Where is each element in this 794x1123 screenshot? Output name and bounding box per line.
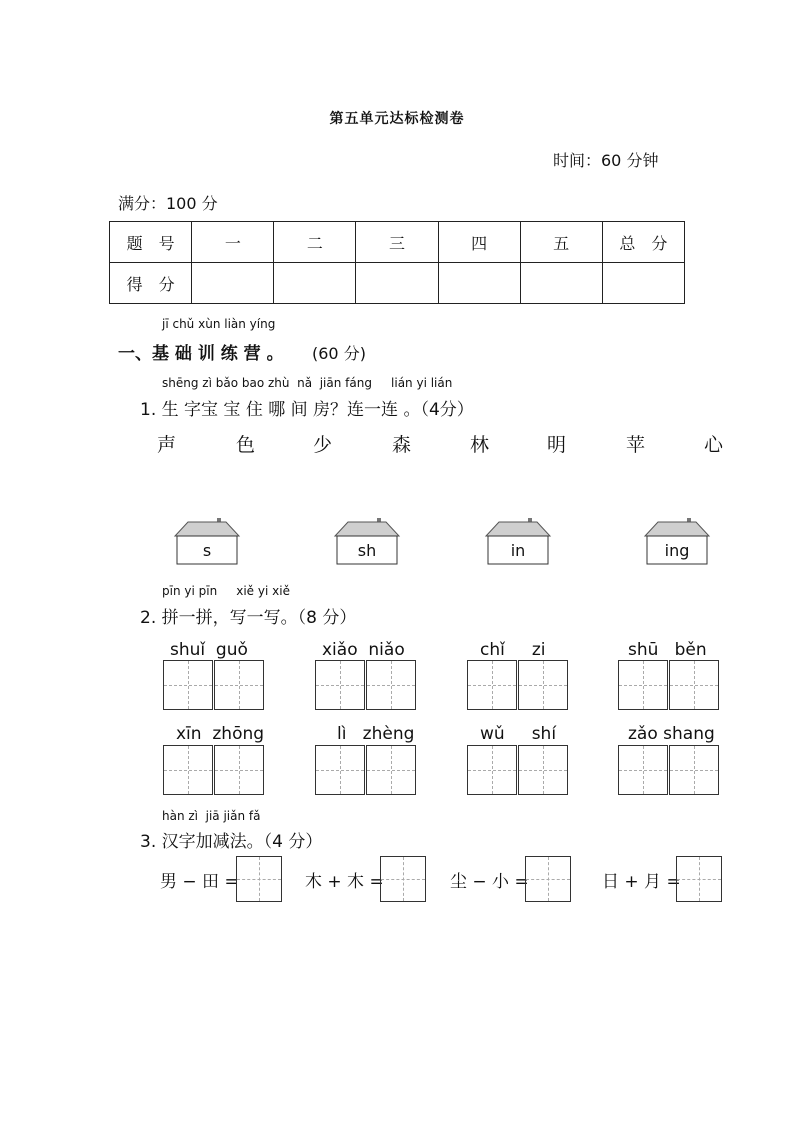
score-cell[interactable] [602, 263, 684, 304]
q3-equation: 尘 − 小 = [450, 872, 529, 892]
writing-box[interactable] [518, 745, 568, 795]
score-header-cell: 二 [274, 222, 356, 263]
q1-character: 明 [547, 434, 567, 456]
q1-character: 心 [704, 434, 724, 456]
full-score: 满分：100 分 [118, 194, 218, 213]
house-label: s [202, 541, 212, 560]
writing-box[interactable] [618, 660, 668, 710]
score-header-cell: 题 号 [110, 222, 192, 263]
writing-grid[interactable] [315, 660, 419, 712]
time-limit: 时间：60 分钟 [553, 151, 659, 170]
score-cell[interactable] [192, 263, 274, 304]
answer-box[interactable] [525, 856, 571, 902]
writing-box[interactable] [669, 745, 719, 795]
house-icon[interactable] [643, 518, 711, 564]
q2-word-pinyin: lì zhèng [337, 724, 415, 744]
page-title: 第五单元达标检测卷 [329, 111, 465, 127]
score-header-cell: 四 [438, 222, 520, 263]
q1-character: 森 [392, 434, 412, 456]
score-header-cell: 一 [192, 222, 274, 263]
writing-grid[interactable] [618, 745, 722, 797]
writing-box[interactable] [669, 660, 719, 710]
q3-equation: 日 + 月 = [602, 872, 681, 892]
writing-box[interactable] [315, 745, 365, 795]
writing-grid[interactable] [163, 660, 267, 712]
answer-box[interactable] [676, 856, 722, 902]
q2-word-pinyin: shuǐ guǒ [170, 640, 248, 660]
writing-grid[interactable] [315, 745, 419, 797]
q3-equation: 木 + 木 = [305, 872, 384, 892]
writing-box[interactable] [467, 745, 517, 795]
q1-text: 1. 生 字宝 宝 住 哪 间 房？连一连 。（4分） [140, 400, 474, 420]
score-table-score-row [110, 263, 685, 304]
q2-word-pinyin: chǐ zi [480, 640, 546, 660]
score-table [109, 221, 685, 304]
house-label: in [510, 541, 526, 560]
writing-box[interactable] [214, 745, 264, 795]
score-cell[interactable] [438, 263, 520, 304]
score-header-cell: 总 分 [602, 222, 684, 263]
score-cell[interactable] [274, 263, 356, 304]
writing-box[interactable] [618, 745, 668, 795]
score-header-cell: 三 [356, 222, 438, 263]
score-table-header-row [110, 222, 685, 263]
writing-box[interactable] [518, 660, 568, 710]
writing-box[interactable] [163, 745, 213, 795]
q2-word-pinyin: xiǎo niǎo [322, 640, 405, 660]
section1-points: (60 分) [312, 344, 366, 363]
q2-text: 2. 拼一拼，写一写。（8 分） [140, 608, 357, 628]
q2-word-pinyin: zǎo shang [628, 724, 715, 744]
q3-pinyin: hàn zì jiā jiǎn fǎ [162, 809, 261, 823]
answer-box[interactable] [236, 856, 282, 902]
writing-box[interactable] [315, 660, 365, 710]
q2-word-pinyin: wǔ shí [480, 724, 557, 744]
writing-box[interactable] [366, 660, 416, 710]
writing-grid[interactable] [467, 660, 571, 712]
writing-grid[interactable] [163, 745, 267, 797]
house-icon[interactable] [173, 518, 241, 564]
q1-character: 色 [236, 434, 256, 456]
q1-pinyin: shēng zì bǎo bao zhù nǎ jiān fáng lián yi lián [162, 376, 453, 390]
q1-character: 苹 [626, 434, 646, 456]
house-icon[interactable] [484, 518, 552, 564]
writing-box[interactable] [163, 660, 213, 710]
section1-pinyin: jī chǔ xùn liàn yíng [162, 317, 276, 331]
section1-title: 一、基 础 训 练 营 。 [118, 344, 284, 364]
writing-box[interactable] [214, 660, 264, 710]
score-row-label: 得 分 [110, 263, 192, 304]
q3-text: 3. 汉字加减法。（4 分） [140, 832, 323, 852]
answer-box[interactable] [380, 856, 426, 902]
q1-character: 林 [470, 434, 490, 456]
score-cell[interactable] [356, 263, 438, 304]
score-cell[interactable] [520, 263, 602, 304]
writing-grid[interactable] [467, 745, 571, 797]
house-label: sh [357, 541, 377, 560]
house-label: ing [664, 541, 690, 560]
q3-equation: 男 − 田 = [160, 872, 239, 892]
q1-character: 声 [157, 434, 177, 456]
score-header-cell: 五 [520, 222, 602, 263]
writing-box[interactable] [467, 660, 517, 710]
q2-word-pinyin: xīn zhōng [176, 724, 265, 744]
q1-character: 少 [313, 434, 333, 456]
q2-word-pinyin: shū běn [628, 640, 707, 660]
writing-box[interactable] [366, 745, 416, 795]
q2-pinyin: pīn yi pīn xiě yi xiě [162, 584, 290, 598]
house-icon[interactable] [333, 518, 401, 564]
writing-grid[interactable] [618, 660, 722, 712]
